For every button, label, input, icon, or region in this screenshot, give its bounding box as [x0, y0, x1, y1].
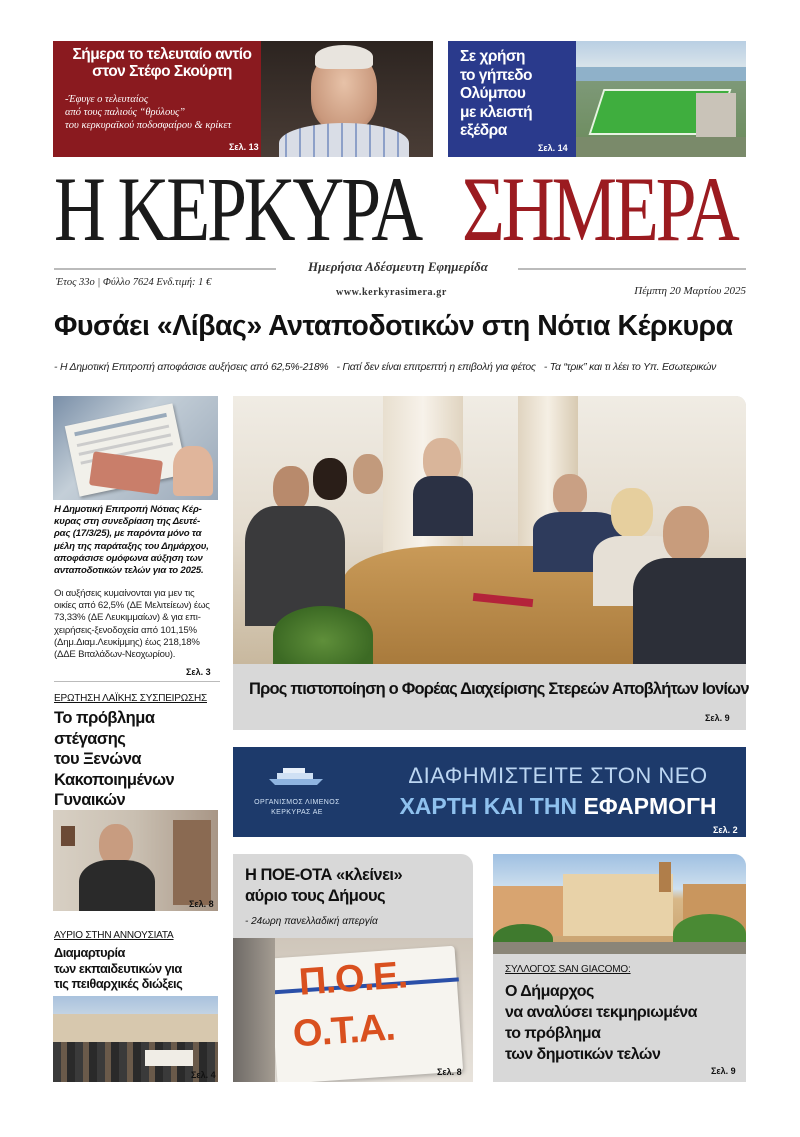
giacomo-story[interactable]	[493, 854, 746, 1082]
protest-kicker: ΑΥΡΙΟ ΣΤΗΝ ΑΝΝΟΥΣΙΑΤΑ	[54, 930, 174, 941]
question-title[interactable]	[54, 708, 222, 811]
promo-left[interactable]	[53, 41, 433, 157]
masthead-title-part2-wrap	[462, 158, 762, 260]
giacomo-photo	[493, 854, 746, 954]
ad-page-ref: Σελ. 2	[713, 825, 738, 835]
lead-body-line-1: Οι αυξήσεις κυμαίνονται για μεν τις	[54, 588, 195, 599]
promo-left-sub1: -Έφυγε ο τελευταίος	[65, 94, 149, 105]
masthead-title-part2: ΣΗΜΕΡΑ	[462, 158, 737, 260]
protest-title-2: των εκπαιδευτικών για	[54, 960, 182, 976]
lead-story-photo	[53, 396, 218, 500]
promo-right-page-ref: Σελ. 14	[538, 143, 568, 153]
promo-right-photo	[576, 41, 746, 157]
promo-right-title-1: Σε χρήση	[460, 48, 526, 65]
strike-title-1: Η ΠΟΕ-ΟΤΑ «κλείνει»	[245, 866, 403, 884]
promo-right-title-5: εξέδρα	[460, 122, 507, 139]
lead-bold-line-5: αποφάσισε ομόφωνα αύξηση των	[54, 552, 203, 564]
giacomo-title-4: των δημοτικών τελών	[505, 1046, 661, 1063]
masthead-tagline: Ημερήσια Αδέσμευτη Εφημερίδα	[308, 259, 488, 274]
strike-subtitle: - 24ωρη πανελλαδική απεργία	[245, 916, 378, 927]
ad-logo-text-2: ΚΕΡΚΥΡΑΣ ΑΕ	[271, 809, 323, 816]
question-page-ref: Σελ. 8	[189, 899, 214, 909]
giacomo-page-ref: Σελ. 9	[711, 1066, 736, 1076]
question-title-1: Το πρόβλημα	[54, 709, 155, 727]
feature-caption: Προς πιστοποίηση ο Φορέας Διαχείρισης Στερεών Αποβλήτων Ιονίων	[249, 680, 749, 698]
promo-left-sub2: από τους παλιούς “θρύλους”	[65, 107, 186, 118]
protest-title-3: τις πειθαρχικές διώξεις	[54, 976, 183, 991]
promo-left-sub3: του κερκυραϊκού ποδοσφαίρου & κρίκετ	[65, 120, 232, 131]
left-col-divider-1	[54, 681, 220, 682]
promo-right[interactable]	[448, 41, 746, 157]
promo-left-photo	[261, 41, 433, 157]
lead-body-line-2: οικίες από 62,5% (ΔΕ Μελιτείεων) έως	[54, 600, 210, 612]
question-title-5: Γυναικών	[54, 791, 126, 809]
strike-sign-1: Π.Ο.Ε.	[297, 954, 409, 1004]
promo-right-title-4: με κλειστή	[460, 103, 533, 121]
lead-body-line-4: χειρήσεις-ξενοδοχεία από 101,15%	[54, 624, 197, 636]
ad-line-2b: ΕΦΑΡΜΟΓΗ	[583, 793, 717, 819]
question-title-2: στέγασης	[54, 729, 126, 748]
masthead-rule-right	[518, 268, 746, 270]
strike-story[interactable]	[233, 854, 473, 1082]
question-photo	[53, 810, 218, 911]
lead-story-body	[54, 588, 222, 661]
strike-photo	[233, 938, 473, 1082]
promo-left-page-ref: Σελ. 13	[229, 142, 259, 152]
giacomo-title	[505, 981, 745, 1065]
giacomo-kicker: ΣΥΛΛΟΓΟΣ SAN GIACOMO:	[505, 964, 631, 975]
promo-left-title: Σήμερα το τελευταίο αντίο στον Στέφο Σκούρτη	[72, 46, 252, 80]
masthead-date: Πέμπτη 20 Μαρτίου 2025	[634, 285, 746, 297]
strike-title-2: αύριο τους Δήμους	[245, 887, 386, 905]
lead-body-line-6: (ΔΔΕ Βιταλάδων-Νεοχωρίου).	[54, 649, 176, 661]
feature-page-ref: Σελ. 9	[705, 713, 730, 723]
question-kicker: ΕΡΩΤΗΣΗ ΛΑΪΚΗΣ ΣΥΣΠΕΙΡΩΣΗΣ	[54, 693, 207, 704]
masthead-issue-info: Έτος 33ο | Φύλλο 7624 Ενδ.τιμή: 1 €	[56, 277, 212, 288]
protest-title[interactable]	[54, 945, 224, 992]
feature-photo-story[interactable]	[233, 396, 749, 730]
lead-story-page-ref: Σελ. 3	[186, 667, 211, 677]
question-title-4: Κακοποιημένων	[54, 770, 175, 789]
strike-sign-2: Ο.Τ.Α.	[291, 1006, 397, 1056]
main-headline[interactable]: Φυσάει «Λίβας» Ανταποδοτικών στη Νότια Κέρκυρα	[54, 310, 733, 342]
ad-line-2	[378, 793, 738, 820]
protest-page-ref: Σελ. 4	[191, 1070, 216, 1080]
masthead-rule-left	[54, 268, 276, 270]
ad-logo-ship-icon	[267, 765, 325, 787]
strike-page-ref: Σελ. 8	[437, 1067, 462, 1077]
main-headline-bullets	[54, 362, 754, 373]
masthead-title-part1: Η ΚΕΡΚΥΡΑ	[54, 158, 421, 260]
main-bullet-2: - Γιατί δεν είναι επιτρεπτή η επιβολή για φέτος	[336, 362, 536, 373]
ad-banner[interactable]	[233, 747, 746, 837]
protest-photo	[53, 996, 218, 1082]
lead-bold-line-4: μέλη της παράταξης του Δημάρχου,	[54, 540, 209, 552]
ad-line-1: ΔΙΑΦΗΜΙΣΤΕΙΤΕ ΣΤΟΝ ΝΕΟ	[408, 763, 708, 788]
lead-body-line-5: (Δημ.Διαμ.Λευκίμμης) έως 218,18%	[54, 636, 200, 648]
lead-body-line-3: 73,33% (ΔΕ Λευκιμμαίων) & για επι-	[54, 612, 201, 624]
promo-right-title-2: το γήπεδο	[460, 66, 532, 84]
giacomo-title-2: να αναλύσει τεκμηριωμένα	[505, 1004, 697, 1021]
lead-bold-line-3: ρας (17/3/25), με παρόντα μόνο τα	[54, 528, 202, 540]
ad-line-2a: ΧΑΡΤΗ ΚΑΙ ΤΗΝ	[399, 793, 584, 819]
feature-photo	[233, 396, 746, 664]
giacomo-title-1: Ο Δήμαρχος	[505, 983, 594, 1000]
main-bullet-1: - Η Δημοτική Επιτροπή αποφάσισε αυξήσεις από 62,5%-218%	[54, 362, 329, 373]
protest-title-1: Διαμαρτυρία	[54, 945, 125, 960]
promo-right-title-3: Ολύμπου	[460, 85, 526, 102]
ad-logo-text-1: ΟΡΓΑΝΙΣΜΟΣ ΛΙΜΕΝΟΣ	[254, 799, 340, 806]
main-bullet-3: - Τα “τρικ” και τι λέει το Υπ. Εσωτερικών	[543, 362, 717, 373]
lead-bold-line-1: Η Δημοτική Επιτροπή Νότιας Κέρ-	[54, 504, 202, 515]
masthead-website[interactable]: www.kerkyrasimera.gr	[336, 287, 447, 298]
question-title-3: του Ξενώνα	[54, 750, 142, 768]
lead-bold-line-6: ανταποδοτικών τελών για το 2025.	[54, 565, 204, 577]
lead-bold-line-2: κυρας στη συνεδρίαση της Δευτέ-	[54, 516, 200, 528]
giacomo-title-3: το πρόβλημα	[505, 1025, 601, 1042]
lead-story-summary	[54, 504, 222, 577]
